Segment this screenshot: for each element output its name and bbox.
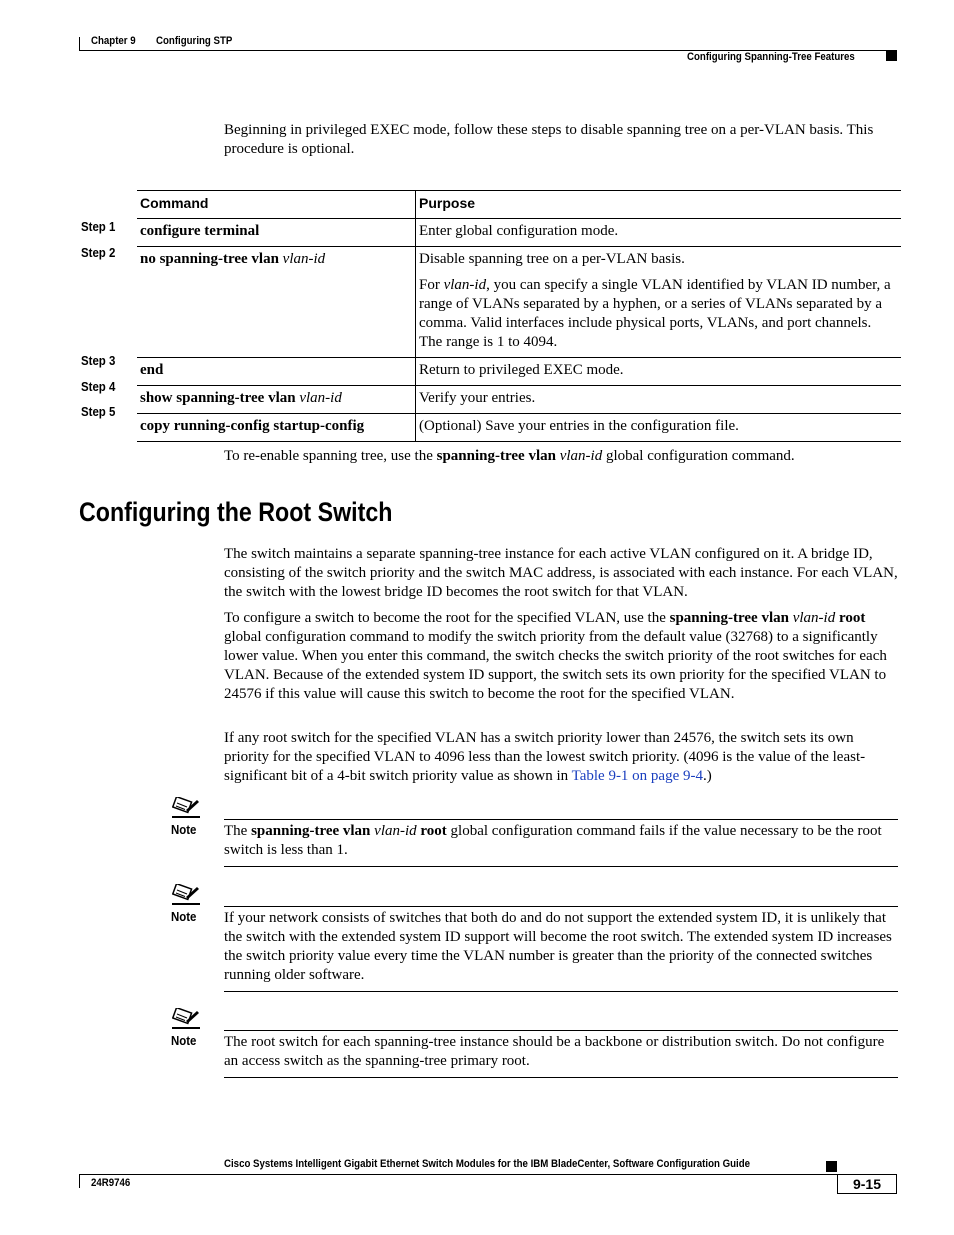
command-text: copy running-config startup-config [140,418,365,434]
note-1-command: spanning-tree vlan [251,823,371,839]
body-paragraph-2 [224,609,898,704]
step-label: Step 2 [81,245,116,260]
note-box-1 [224,819,898,867]
step-label: Step 3 [81,353,116,368]
command-text: no spanning-tree vlan [140,251,279,267]
reenable-text: To re-enable spanning tree, use the [224,448,437,464]
purpose-text: Enter global configuration mode. [419,223,619,239]
command-cell [137,358,416,386]
note-label: Note [171,822,197,837]
reenable-paragraph [224,447,898,466]
table-cross-reference-link[interactable]: Table 9-1 on page 9-4 [571,768,703,784]
pencil-note-icon [172,884,200,906]
purpose-detail [419,276,898,352]
footer-rule [79,1174,897,1175]
note-1-text: The [224,823,252,839]
step-label: Step 5 [81,404,116,419]
body-paragraph-3 [224,729,898,786]
command-argument: vlan-id [299,390,342,406]
section-heading: Configuring the Root Switch [79,497,393,527]
command-cell [137,247,416,358]
footer-doc-number: 24R9746 [91,1177,131,1189]
p2-text: To configure a switch to become the root for the specified VLAN, use the [224,610,670,626]
purpose-cell [416,247,902,358]
command-cell [137,219,416,247]
column-header-purpose: Purpose [416,191,902,219]
page-number: 9-15 [837,1174,897,1194]
header-marker [886,50,897,61]
reenable-argument: vlan-id [559,448,603,464]
table-header-row [137,191,901,219]
purpose-detail-argument: vlan-id [443,277,487,293]
table-row [137,386,901,414]
purpose-cell [416,219,902,247]
note-label: Note [171,1033,197,1048]
reenable-command: spanning-tree vlan [436,448,556,464]
section-running-head: Configuring Spanning-Tree Features [687,51,855,63]
chapter-title: Configuring STP [156,35,233,47]
note-box-2: If your network consists of switches that both do and do not support the extended system ID, it is unlikely that the switch with the extended system ID support will become the root switch. The extended system ID increases the switch priority value every time the VLAN number is greater than the priority of the connected switches running older software. [224,906,898,992]
p3-text: If any root switch for the specified VLAN has a switch priority lower than 24576, the switch sets its own priority for the specified VLAN to 4096 less than the lowest switch priority. (4096 is the value of the least-significant bit of a 4-bit switch priority value as shown in [224,730,866,784]
command-text: configure terminal [140,223,260,239]
purpose-cell [416,358,902,386]
command-argument: vlan-id [282,251,326,267]
step-label: Step 1 [81,219,116,234]
purpose-text: Disable spanning tree on a per-VLAN basis. [419,251,685,267]
step-label: Step 4 [81,379,116,394]
purpose-detail-text: , you can specify a single VLAN identified by VLAN ID number, a range of VLANs separated by a hyphen, or a series of VLANs separated by a comma. Valid interfaces include physical ports, VLANs, and port channels. The range is 1 to 4094. [419,277,891,350]
table-row [137,247,901,358]
procedure-table [137,190,901,442]
header-rule-vertical [79,37,80,51]
note-1-command-root: root [420,823,447,839]
note-1-argument: vlan-id [374,823,417,839]
pencil-note-icon [172,797,200,819]
purpose-cell [416,386,902,414]
table-row [137,414,901,442]
purpose-detail-lead: For [419,277,444,293]
column-header-command: Command [137,191,416,219]
command-text: end [140,362,164,378]
command-text: show spanning-tree vlan [140,390,296,406]
purpose-cell [416,414,902,442]
p2-command-root: root [838,610,866,626]
command-cell [137,414,416,442]
chapter-number: Chapter 9 [91,35,136,47]
p3-text-end: .) [703,768,712,784]
note-label: Note [171,909,197,924]
p2-argument: vlan-id [792,610,836,626]
note-1-text-end: global configuration command fails if the value necessary to be the root switch is less than 1. [224,823,882,858]
footer-rule-vertical [79,1174,80,1188]
footer-book-title: Cisco Systems Intelligent Gigabit Ethernet Switch Modules for the IBM BladeCenter, Software Configuration Guide [224,1158,751,1170]
body-paragraph-1: The switch maintains a separate spanning-tree instance for each active VLAN configured on it. A bridge ID, consisting of the switch priority and the switch MAC address, is associated with each instance. For each VLAN, the switch with the lowest bridge ID becomes the root switch for that VLAN. [224,546,898,600]
p2-text-end: global configuration command to modify the switch priority from the default value (32768) to a significantly lower value. When you enter this command, the switch checks the switch priority of the root switches for each VLAN. Because of the extended system ID support, the switch sets its own priority for the specified VLAN to 24576 if this value will cause this switch to become the root for the specified VLAN. [224,629,887,702]
footer-marker [826,1161,837,1172]
command-cell [137,386,416,414]
reenable-text-end: global configuration command. [602,448,795,464]
note-box-3: The root switch for each spanning-tree instance should be a backbone or distribution switch. Do not configure an access switch as the spanning-tree primary root. [224,1030,898,1078]
purpose-text: Return to privileged EXEC mode. [419,362,624,378]
pencil-note-icon [172,1008,200,1030]
table-row [137,358,901,386]
intro-paragraph: Beginning in privileged EXEC mode, follow these steps to disable spanning tree on a per-VLAN basis. This procedure is optional. [224,122,874,157]
purpose-text: Verify your entries. [419,390,536,406]
table-row [137,219,901,247]
purpose-text: (Optional) Save your entries in the configuration file. [419,418,739,434]
p2-command: spanning-tree vlan [669,610,789,626]
